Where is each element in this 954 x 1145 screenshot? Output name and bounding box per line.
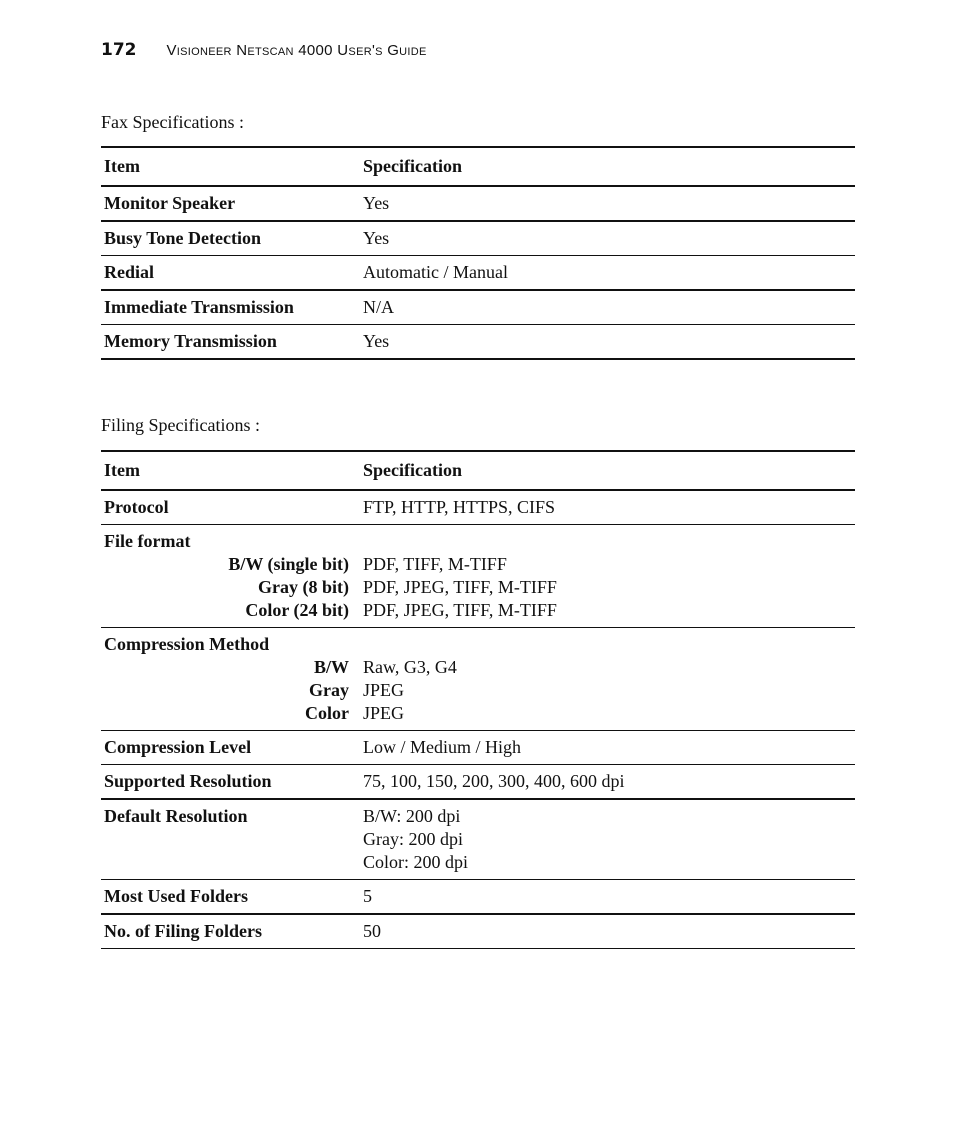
- table-row: [101, 914, 855, 949]
- table-row: [101, 256, 855, 291]
- spec-line: Gray: 200 dpi: [363, 829, 463, 849]
- item-cell: Protocol: [101, 490, 360, 525]
- filing-spec-table: [101, 450, 855, 949]
- table-row: [101, 490, 855, 525]
- sub-item-label: B/W: [313, 657, 349, 677]
- item-cell: Monitor Speaker: [101, 186, 360, 221]
- item-cell: No. of Filing Folders: [101, 914, 360, 949]
- table-header-row: [101, 451, 855, 490]
- table-row: [101, 765, 855, 800]
- spec-line: JPEG: [363, 703, 405, 723]
- spec-line: JPEG: [363, 680, 405, 700]
- table-row: [101, 525, 855, 628]
- table-row: [101, 221, 855, 256]
- spec-cell: Yes: [360, 221, 855, 256]
- spec-cell: Automatic / Manual: [360, 256, 855, 291]
- spec-line: PDF, TIFF, M-TIFF: [363, 554, 507, 574]
- sub-item-label: Gray (8 bit): [258, 577, 349, 597]
- spec-line: B/W: 200 dpi: [363, 806, 461, 826]
- sub-item-label: Color: [305, 703, 349, 723]
- table-row: [101, 325, 855, 360]
- spec-cell: [360, 525, 855, 628]
- item-cell: [101, 628, 360, 731]
- item-cell: [101, 525, 360, 628]
- table-row: [101, 799, 855, 880]
- spec-cell: Yes: [360, 325, 855, 360]
- sub-item-label: B/W (single bit): [228, 554, 349, 574]
- spec-line: Raw, G3, G4: [363, 657, 457, 677]
- spec-cell: FTP, HTTP, HTTPS, CIFS: [360, 490, 855, 525]
- table-row: [101, 880, 855, 915]
- spec-cell: [360, 799, 855, 880]
- fax-spec-table: [101, 146, 855, 360]
- item-cell: Immediate Transmission: [101, 290, 360, 325]
- column-header-specification: Specification: [360, 147, 855, 186]
- spec-cell: 75, 100, 150, 200, 300, 400, 600 dpi: [360, 765, 855, 800]
- item-cell: Busy Tone Detection: [101, 221, 360, 256]
- spec-cell: Low / Medium / High: [360, 731, 855, 765]
- spec-cell: Yes: [360, 186, 855, 221]
- spec-line: PDF, JPEG, TIFF, M-TIFF: [363, 577, 557, 597]
- page-header: [101, 40, 427, 64]
- sub-item-label: Color (24 bit): [245, 600, 349, 620]
- item-cell: Default Resolution: [101, 799, 360, 880]
- table-header-row: [101, 147, 855, 186]
- running-title: Visioneer Netscan 4000 User's Guide: [166, 42, 427, 59]
- spec-cell: [360, 628, 855, 731]
- table-row: [101, 731, 855, 765]
- spec-cell: N/A: [360, 290, 855, 325]
- item-cell: Memory Transmission: [101, 325, 360, 360]
- spec-cell: 5: [360, 880, 855, 915]
- spec-line: PDF, JPEG, TIFF, M-TIFF: [363, 600, 557, 620]
- item-cell: Compression Level: [101, 731, 360, 765]
- item-heading: File format: [104, 531, 191, 551]
- table-row: [101, 628, 855, 731]
- column-header-item: Item: [101, 451, 360, 490]
- sub-item-label: Gray: [309, 680, 349, 700]
- item-heading: Compression Method: [104, 634, 270, 654]
- item-cell: Supported Resolution: [101, 765, 360, 800]
- spec-line: Color: 200 dpi: [363, 852, 469, 872]
- page-number: 172: [101, 40, 137, 60]
- fax-section-title: Fax Specifications :: [101, 112, 244, 132]
- item-cell: Redial: [101, 256, 360, 291]
- table-row: [101, 290, 855, 325]
- column-header-item: Item: [101, 147, 360, 186]
- table-row: [101, 186, 855, 221]
- spec-cell: 50: [360, 914, 855, 949]
- column-header-specification: Specification: [360, 451, 855, 490]
- filing-section-title: Filing Specifications :: [101, 415, 260, 435]
- item-cell: Most Used Folders: [101, 880, 360, 915]
